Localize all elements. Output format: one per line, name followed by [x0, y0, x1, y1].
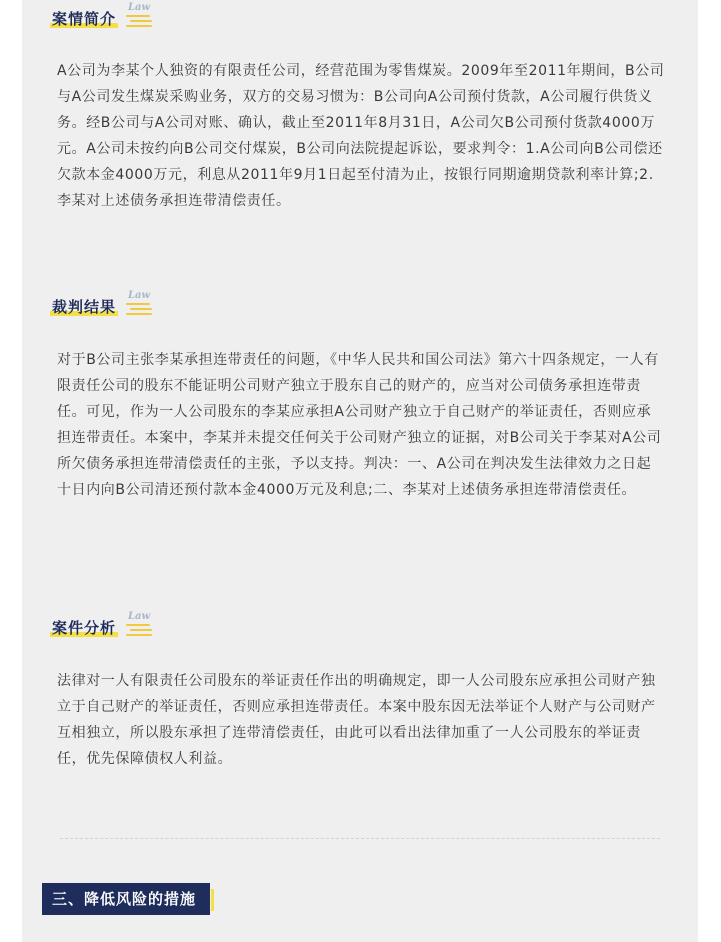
section-heading-case-analysis — [52, 617, 116, 638]
badge-line — [126, 634, 152, 636]
section-heading-judgment — [52, 296, 116, 317]
law-badge-icon — [126, 290, 156, 316]
law-badge-text: Law — [128, 611, 151, 622]
section-heading-case-summary — [52, 8, 116, 29]
law-badge-text: Law — [128, 290, 151, 301]
section-body-case-analysis: 法律对一人有限责任公司股东的举证责任作出的明确规定，即一人公司股东应承担公司财产独立于自己财产的举证责任，否则应承担连带责任。本案中股东因无法举证个人财产与公司财产互相独立，所以股东承担了连带清偿责任，由此可以看出法律加重了一人公司股东的举证责任，优先保障债权人利益。 — [57, 673, 656, 767]
law-badge-icon — [126, 611, 156, 637]
badge-line — [126, 624, 150, 626]
dashed-divider — [60, 838, 660, 839]
heading-text: 案情简介 — [52, 10, 117, 28]
badge-line — [130, 629, 152, 631]
heading-text: 裁判结果 — [52, 298, 117, 316]
badge-line — [130, 308, 152, 310]
badge-line — [126, 15, 150, 17]
badge-line — [130, 20, 152, 22]
next-section-title-bar — [42, 883, 210, 915]
next-section-title: 三、降低风险的措施 — [52, 890, 197, 908]
title-bar-accent — [211, 889, 214, 911]
law-badge-text: Law — [128, 2, 151, 13]
section-body-judgment: 对于B公司主张李某承担连带责任的问题，《中华人民共和国公司法》第六十四条规定，一人有限责任公司的股东不能证明公司财产独立于股东自己的财产的，应当对公司债务承担连带责任。可见，作为一人公司股东的李某应承担A公司财产独立于自己财产的举证责任，否则应承担连带责任。本案中，李某并未提交任何关于公司财产独立的证据，对B公司关于李某对A公司所欠债务承担连带清偿责任的主张，予以支持。判决：一、A公司在判决发生法律效力之日起十日内向B公司清还预付款本金4000万元及利息;二、李某对上述债务承担连带清偿责任。 — [57, 352, 662, 498]
law-badge-icon — [126, 2, 156, 28]
badge-line — [126, 25, 152, 27]
section-body-case-summary: A公司为李某个人独资的有限责任公司，经营范围为零售煤炭。2009年至2011年期间，B公司与A公司发生煤炭采购业务，双方的交易习惯为：B公司向A公司预付货款，A公司履行供货义务。经B公司与A公司对账、确认，截止至2011年8月31日，A公司欠B公司预付货款4000万元。A公司未按约向B公司交付煤炭，B公司向法院提起诉讼，要求判令：1.A公司向B公司偿还欠款本金4000万元，利息从2011年9月1日起至付清为止，按银行同期逾期贷款利率计算;2.李某对上述债务承担连带清偿责任。 — [57, 63, 665, 209]
badge-line — [126, 313, 152, 315]
heading-text: 案件分析 — [52, 619, 117, 637]
badge-line — [126, 303, 150, 305]
